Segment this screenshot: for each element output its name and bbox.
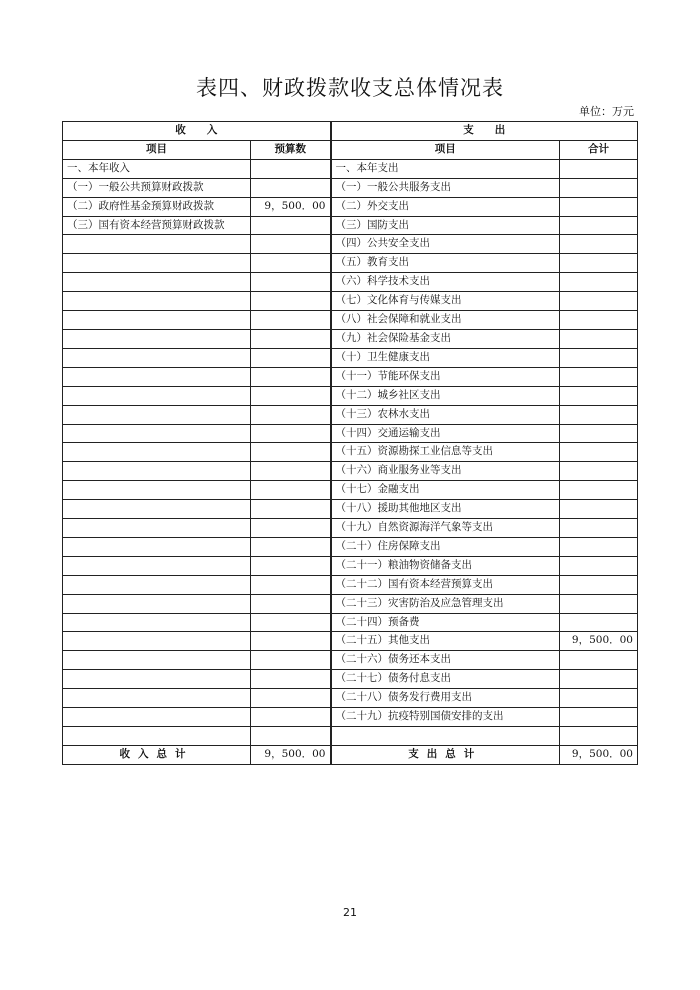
income-value-cell — [251, 462, 331, 481]
column-header-row — [63, 140, 638, 159]
income-item-cell — [63, 519, 251, 538]
table-row — [63, 500, 638, 519]
table-row — [63, 273, 638, 292]
expense-item-cell: （十）卫生健康支出 — [331, 348, 560, 367]
income-item-cell — [63, 386, 251, 405]
page-title: 表四、财政拨款收支总体情况表 — [196, 76, 504, 100]
expense-value-cell — [560, 197, 638, 216]
income-value-cell — [251, 708, 331, 727]
income-item-cell — [63, 348, 251, 367]
table-row — [63, 197, 638, 216]
income-total-value: 9，500．00 — [251, 745, 331, 764]
expense-value-cell — [560, 273, 638, 292]
expense-item-cell: （六）科学技术支出 — [331, 273, 560, 292]
income-item-cell — [63, 613, 251, 632]
expense-value-cell — [560, 462, 638, 481]
expense-value-cell — [560, 670, 638, 689]
expense-value-cell — [560, 594, 638, 613]
income-value-cell — [251, 235, 331, 254]
expense-item-cell: （二十二）国有资本经营预算支出 — [331, 575, 560, 594]
table-row — [63, 405, 638, 424]
income-item-cell — [63, 537, 251, 556]
table-row — [63, 311, 638, 330]
expense-item-cell: （十五）资源勘探工业信息等支出 — [331, 443, 560, 462]
expense-item-cell: （二十九）抗疫特别国债安排的支出 — [331, 708, 560, 727]
expense-item-cell: （二）外交支出 — [331, 197, 560, 216]
expense-total-value: 9，500．00 — [560, 745, 638, 764]
expense-item-cell: （十六）商业服务业等支出 — [331, 462, 560, 481]
table-row — [63, 556, 638, 575]
expense-value-cell — [560, 575, 638, 594]
expense-value-cell — [560, 178, 638, 197]
section-header-row — [63, 122, 638, 141]
income-value-cell — [251, 594, 331, 613]
income-value-cell — [251, 329, 331, 348]
income-value-cell — [251, 670, 331, 689]
income-item-cell — [63, 651, 251, 670]
income-item-cell — [63, 235, 251, 254]
expense-item-cell: （二十三）灾害防治及应急管理支出 — [331, 594, 560, 613]
table-row — [63, 386, 638, 405]
expense-item-cell: （二十五）其他支出 — [331, 632, 560, 651]
income-value-cell — [251, 216, 331, 235]
income-value-cell — [251, 689, 331, 708]
income-value-cell — [251, 500, 331, 519]
income-item-cell: （二）政府性基金预算财政拨款 — [63, 197, 251, 216]
expense-item-cell: （十九）自然资源海洋气象等支出 — [331, 519, 560, 538]
expense-value-cell — [560, 708, 638, 727]
income-value-cell — [251, 159, 331, 178]
income-value-cell — [251, 537, 331, 556]
expense-item-cell: （一）一般公共服务支出 — [331, 178, 560, 197]
expense-value-cell — [560, 254, 638, 273]
expense-item-cell: （三）国防支出 — [331, 216, 560, 235]
table-row — [63, 632, 638, 651]
expense-value-cell — [560, 689, 638, 708]
income-item-cell — [63, 575, 251, 594]
expense-value-cell — [560, 424, 638, 443]
table-row — [63, 367, 638, 386]
table-row — [63, 727, 638, 746]
expense-item-cell: （二十一）粮油物资储备支出 — [331, 556, 560, 575]
expense-value-cell — [560, 443, 638, 462]
income-value-cell — [251, 405, 331, 424]
income-item-cell — [63, 311, 251, 330]
income-value-cell — [251, 443, 331, 462]
table-row — [63, 708, 638, 727]
expense-value-cell: 9，500．00 — [560, 632, 638, 651]
expense-item-cell: （二十六）债务还本支出 — [331, 651, 560, 670]
income-item-cell — [63, 727, 251, 746]
income-value-cell — [251, 386, 331, 405]
income-value-cell — [251, 519, 331, 538]
table-row — [63, 159, 638, 178]
unit-label: 单位：万元 — [579, 105, 634, 118]
income-value-cell — [251, 556, 331, 575]
expense-value-cell — [560, 405, 638, 424]
expense-value-cell — [560, 292, 638, 311]
expense-item-cell: （二十八）债务发行费用支出 — [331, 689, 560, 708]
income-value-cell — [251, 651, 331, 670]
income-item-cell: 一、本年收入 — [63, 159, 251, 178]
income-value-cell — [251, 575, 331, 594]
expense-item-cell: （十七）金融支出 — [331, 481, 560, 500]
expense-value-cell — [560, 329, 638, 348]
table-row — [63, 216, 638, 235]
expense-value-cell — [560, 613, 638, 632]
table-row — [63, 651, 638, 670]
expense-value-cell — [560, 556, 638, 575]
income-value-cell: 9，500．00 — [251, 197, 331, 216]
expense-item-cell: （四）公共安全支出 — [331, 235, 560, 254]
expense-item-cell: （十一）节能环保支出 — [331, 367, 560, 386]
budget-header: 预算数 — [251, 140, 331, 159]
expense-value-cell — [560, 386, 638, 405]
income-section-header: 收 入 — [63, 122, 331, 141]
table-row — [63, 613, 638, 632]
table-row — [63, 178, 638, 197]
income-item-cell — [63, 670, 251, 689]
expense-total-label: 支出总计 — [331, 745, 560, 764]
income-item-cell — [63, 254, 251, 273]
income-item-cell — [63, 500, 251, 519]
income-item-header: 项目 — [63, 140, 251, 159]
table-row — [63, 462, 638, 481]
expense-value-cell — [560, 500, 638, 519]
expense-value-cell — [560, 367, 638, 386]
expense-item-cell: （七）文化体育与传媒支出 — [331, 292, 560, 311]
table-row — [63, 329, 638, 348]
income-item-cell — [63, 481, 251, 500]
expense-item-cell: （十二）城乡社区支出 — [331, 386, 560, 405]
expense-item-cell: （十三）农林水支出 — [331, 405, 560, 424]
expense-value-cell — [560, 348, 638, 367]
income-value-cell — [251, 632, 331, 651]
income-value-cell — [251, 481, 331, 500]
expense-value-cell — [560, 519, 638, 538]
table-row — [63, 575, 638, 594]
table-row — [63, 292, 638, 311]
expense-item-cell: （八）社会保障和就业支出 — [331, 311, 560, 330]
table-row — [63, 519, 638, 538]
income-item-cell — [63, 708, 251, 727]
expense-item-cell — [331, 727, 560, 746]
table-row — [63, 670, 638, 689]
income-value-cell — [251, 348, 331, 367]
expense-item-cell: （九）社会保险基金支出 — [331, 329, 560, 348]
income-item-cell — [63, 594, 251, 613]
totals-row — [63, 745, 638, 764]
income-item-cell — [63, 424, 251, 443]
income-item-cell — [63, 367, 251, 386]
expense-value-cell — [560, 481, 638, 500]
income-item-cell — [63, 556, 251, 575]
expense-section-header: 支 出 — [331, 122, 638, 141]
income-value-cell — [251, 273, 331, 292]
table-body — [63, 159, 638, 745]
table-row — [63, 348, 638, 367]
expense-value-cell — [560, 311, 638, 330]
expense-item-cell: 一、本年支出 — [331, 159, 560, 178]
income-item-cell: （三）国有资本经营预算财政拨款 — [63, 216, 251, 235]
income-item-cell — [63, 462, 251, 481]
expense-item-cell: （十四）交通运输支出 — [331, 424, 560, 443]
income-total-label: 收入总计 — [63, 745, 251, 764]
income-value-cell — [251, 727, 331, 746]
table-row — [63, 537, 638, 556]
expense-item-cell: （五）教育支出 — [331, 254, 560, 273]
income-item-cell: （一）一般公共预算财政拨款 — [63, 178, 251, 197]
income-item-cell — [63, 443, 251, 462]
income-item-cell — [63, 292, 251, 311]
income-value-cell — [251, 311, 331, 330]
expense-item-cell: （十八）援助其他地区支出 — [331, 500, 560, 519]
table-row — [63, 481, 638, 500]
income-item-cell — [63, 405, 251, 424]
income-item-cell — [63, 329, 251, 348]
income-value-cell — [251, 178, 331, 197]
expense-item-cell: （二十）住房保障支出 — [331, 537, 560, 556]
table-row — [63, 235, 638, 254]
income-value-cell — [251, 292, 331, 311]
table-row — [63, 594, 638, 613]
expense-item-header: 项目 — [331, 140, 560, 159]
income-value-cell — [251, 367, 331, 386]
expense-value-cell — [560, 651, 638, 670]
income-value-cell — [251, 613, 331, 632]
income-item-cell — [63, 632, 251, 651]
income-item-cell — [63, 689, 251, 708]
expense-value-cell — [560, 216, 638, 235]
total-header: 合计 — [560, 140, 638, 159]
page-number: 21 — [343, 906, 357, 919]
income-value-cell — [251, 424, 331, 443]
expense-item-cell: （二十四）预备费 — [331, 613, 560, 632]
expense-value-cell — [560, 235, 638, 254]
table-row — [63, 254, 638, 273]
table-row — [63, 689, 638, 708]
budget-table — [62, 121, 638, 765]
expense-value-cell — [560, 159, 638, 178]
expense-value-cell — [560, 727, 638, 746]
income-value-cell — [251, 254, 331, 273]
expense-item-cell: （二十七）债务付息支出 — [331, 670, 560, 689]
expense-value-cell — [560, 537, 638, 556]
table-row — [63, 443, 638, 462]
table-row — [63, 424, 638, 443]
income-item-cell — [63, 273, 251, 292]
